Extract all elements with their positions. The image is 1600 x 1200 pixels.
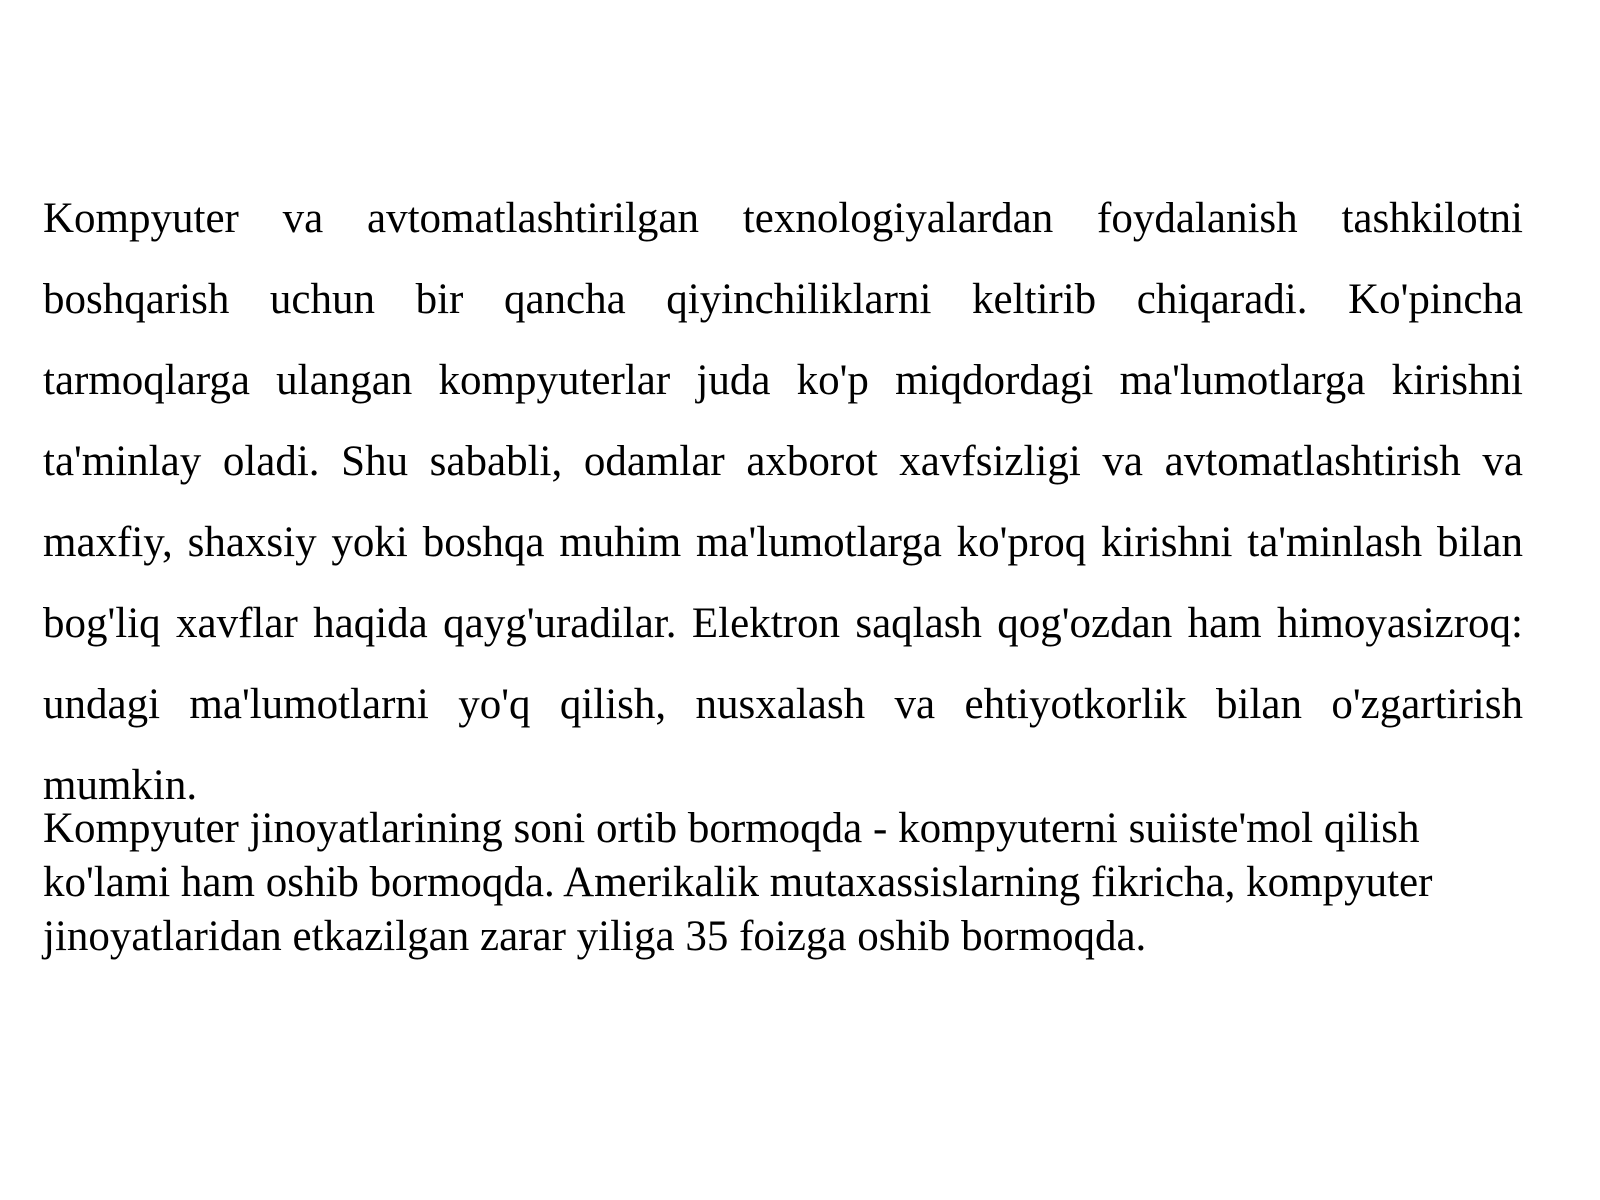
document-body <box>43 178 1523 964</box>
paragraph-1: Kompyuter va avtomatlashtirilgan texnologiyalardan foydalanish tashkilotni boshqarish uchun bir qancha qiyinchiliklarni keltirib chiqaradi. Ko'pincha tarmoqlarga ulangan kompyuterlar juda ko'p miqdordagi ma'lumotlarga kirishni ta'minlay oladi. Shu sababli, odamlar axborot xavfsizligi va avtomatlashtirish va maxfiy, shaxsiy yoki boshqa muhim ma'lumotlarga ko'proq kirishni ta'minlash bilan bog'liq xavflar haqida qayg'uradilar. Elektron saqlash qog'ozdan ham himoyasizroq: undagi ma'lumotlarni yo'q qilish, nusxalash va ehtiyotkorlik bilan o'zgartirish mumkin. <box>43 195 1523 809</box>
paragraph-2: Kompyuter jinoyatlarining soni ortib bormoqda - kompyuterni suiiste'mol qilish ko'lami ham oshib bormoqda. Amerikalik mutaxassislarning fikricha, kompyuter jinoyatlaridan etkazilgan zarar yiliga 35 foizga oshib bormoqda. <box>43 805 1433 960</box>
